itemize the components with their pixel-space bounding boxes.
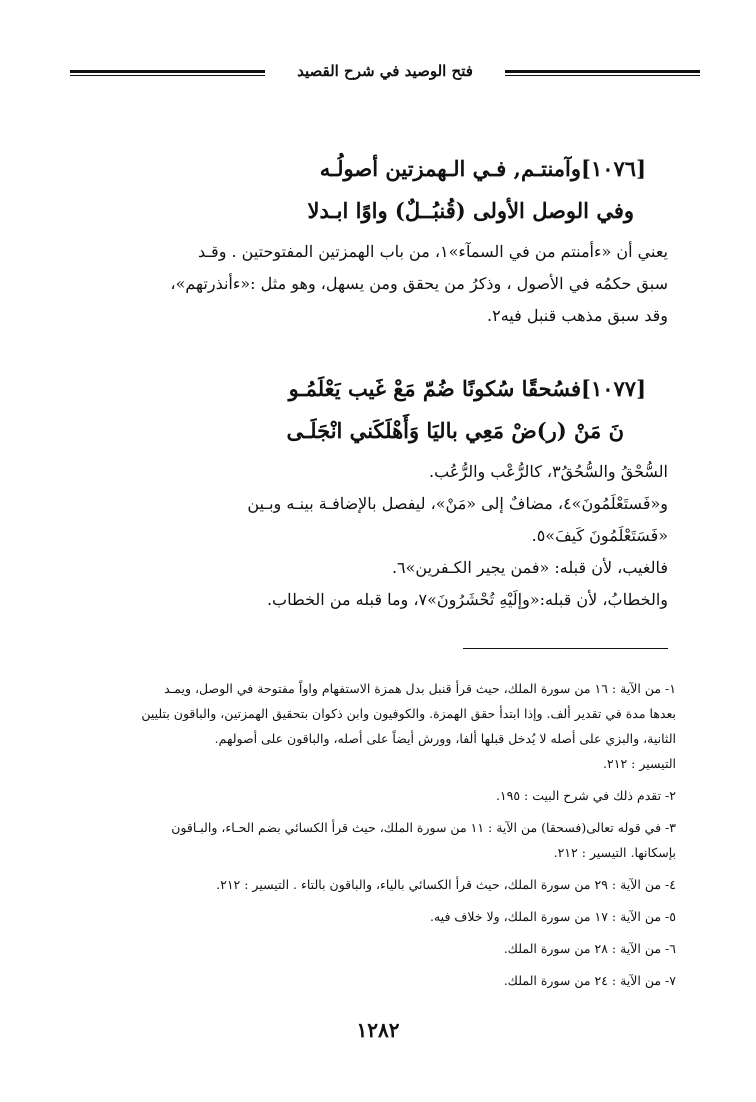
footnote-6: [76, 936, 676, 961]
verse-1077: [86, 368, 646, 452]
footnote-line: ٦- من الآية : ٢٨ من سورة الملك.: [503, 941, 676, 956]
header-title: فتح الوصيد في شرح القصيد: [297, 62, 473, 80]
footnote-line: بإسكانها. التيسير : ٢١٢.: [553, 845, 676, 860]
verse-1077-line-1: [١٠٧٧]فسُحقًا سُكونًا ضُمّ مَعْ غَيب يَعْلَمُـو: [288, 376, 646, 401]
header-rule-right: [505, 70, 700, 76]
footnote-separator: [463, 648, 668, 649]
commentary-1076-line-3: وقد سبق مذهب قنبل فيه٢.: [487, 306, 668, 325]
commentary-1077-line-4: فالغيب، لأن قبله: «فمن يجير الكـفرين»٦.: [391, 558, 668, 577]
footnote-line: ٥- من الآية : ١٧ من سورة الملك، ولا خلاف فيه.: [430, 909, 676, 924]
commentary-1076: [76, 236, 668, 332]
footnote-line: ١- من الآية : ١٦ من سورة الملك، حيث قرأ قنبل بدل همزة الاستفهام واواً مفتوحة في الوصل، ويمـد: [164, 681, 676, 696]
verse-1077-line-2: نَ مَنْ (ر)ضْ مَعِي باليَا وَأَهْلَكَني انْجَلَـى: [286, 418, 624, 443]
commentary-1077-line-1: السُّحْقُ والسُّحُقُ٣، كالرُّعْب والرُّعُب.: [429, 462, 668, 481]
footnote-2: [76, 783, 676, 808]
commentary-1077: [76, 456, 668, 616]
footnote-line: ٧- من الآية : ٢٤ من سورة الملك.: [503, 973, 676, 988]
footnote-line: ٢- تقدم ذلك في شرح البيت : ١٩٥.: [495, 788, 676, 803]
commentary-1076-line-1: يعني أن «ءأمنتم من في السمآء»١، من باب الهمزتين المفتوحتين . وقـد: [197, 242, 668, 261]
verse-1076-line-2: وفي الوصل الأولى (قُنبُــلٌ) واوًا ابـدلا: [307, 198, 634, 223]
commentary-1077-line-2: و«فَستَعْلَمُونَ»٤، مضافٌ إلى «مَنْ»، ليفصل بالإضافـة بينـه وبـين: [247, 494, 668, 513]
verse-1076-line-1: [١٠٧٦]وآمنتـم, فـي الـهمزتين أصولُـه: [319, 156, 646, 181]
footnote-line: التيسير : ٢١٢.: [603, 756, 676, 771]
footnote-5: [76, 904, 676, 929]
footnote-7: [76, 968, 676, 993]
footnote-line: ٤- من الآية : ٢٩ من سورة الملك، حيث قرأ الكسائي بالياء، والباقون بالتاء . التيسير : ٢١٢.: [216, 877, 676, 892]
footnote-1: [76, 676, 676, 776]
header-rule-left: [70, 70, 265, 76]
footnote-line: بعدها مدة في تقدير ألف. وإذا ابتدأ حقق الهمزة. والكوفيون وابن ذكوان بتحقيق الهمزتين، والباقون بتليين: [141, 706, 676, 721]
footnote-line: الثانية، والبزي على أصله لا يُدخل قبلها ألفا، وورش أيضاً على أصله، والباقون على أصولهم.: [214, 731, 676, 746]
commentary-1077-line-5: والخطابُ، لأن قبله:«وإلَيْهِ تُحْشَرُونَ»٧، وما قبله من الخطاب.: [266, 590, 668, 609]
verse-1076: [86, 148, 646, 232]
commentary-1076-line-2: سبق حكمُه في الأصول ، وذكرُ من يحقق ومن يسهل، وهو مثل :«ءأنذرتهم»،: [170, 274, 668, 293]
footnote-3: [76, 815, 676, 865]
page-number: ١٢٨٢: [356, 1018, 400, 1042]
footnotes: [76, 676, 676, 1000]
footnote-line: ٣- في قوله تعالى(فسحقا) من الآية : ١١ من سورة الملك، حيث قرأ الكسائي بضم الحـاء، والبـاقون: [171, 820, 676, 835]
commentary-1077-line-3: «فَسَتَعْلَمُونَ كَيفَ»٥.: [531, 526, 668, 545]
footnote-4: [76, 872, 676, 897]
running-header: [70, 58, 700, 88]
